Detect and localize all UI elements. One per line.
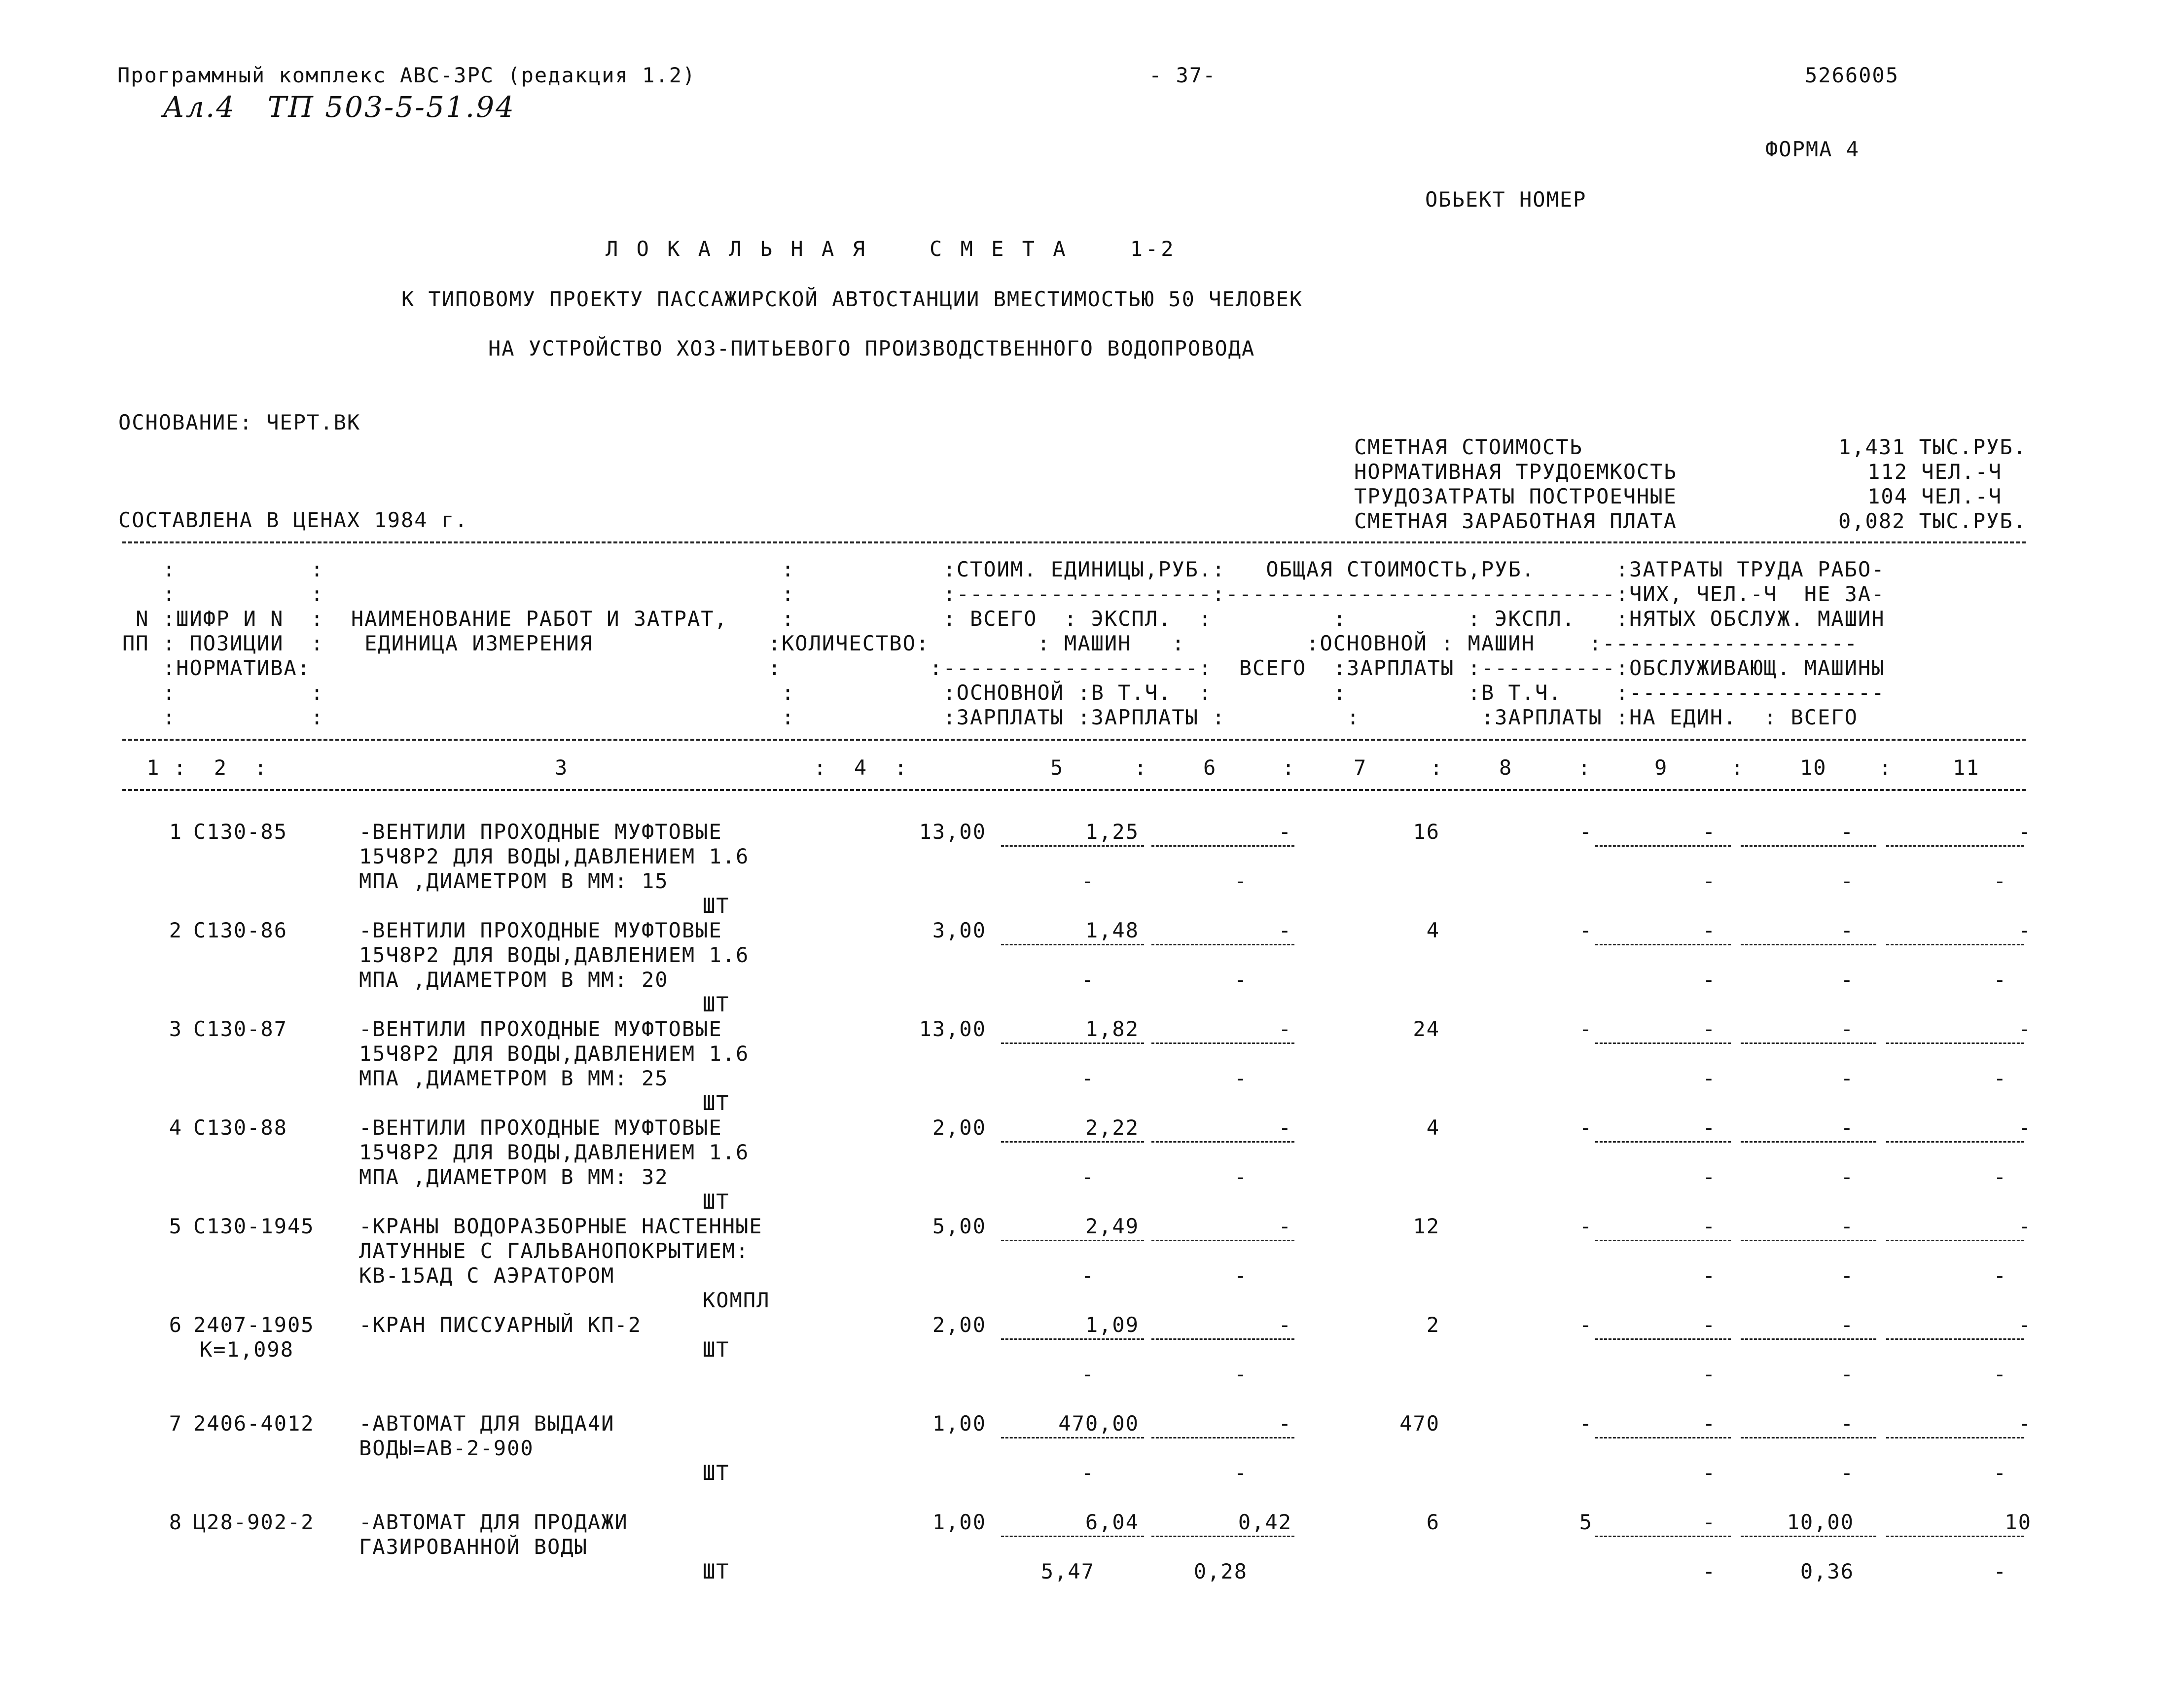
handwritten-note: Ал.4 ТП 503-5-51.94	[163, 90, 516, 124]
labor-divider	[1741, 1240, 1876, 1241]
unit-cost-total: 1,82	[1085, 1017, 1139, 1041]
total-machines: -	[1702, 1313, 1716, 1337]
labor-divider	[1741, 1437, 1876, 1438]
labor-divider	[1741, 845, 1876, 847]
quantity-value: 2,00	[932, 1115, 986, 1140]
work-name-line: 15Ч8Р2 ДЛЯ ВОДЫ,ДАВЛЕНИЕМ 1.6	[359, 1140, 750, 1164]
labor-divider	[1595, 944, 1731, 945]
labor-total: -	[2018, 1115, 2032, 1140]
summary-value: 112 ЧЕЛ.-Ч	[1867, 460, 2002, 484]
quantity-value: 2,00	[932, 1313, 986, 1337]
total-machine-wages: -	[1702, 1559, 1716, 1583]
total-machines: -	[1702, 1411, 1716, 1436]
labor-total-machines: -	[1993, 1461, 2007, 1485]
total-machines: -	[1702, 820, 1716, 844]
total-machines: -	[1702, 918, 1716, 942]
total-machines: -	[1702, 1115, 1716, 1140]
labor-total-machines: -	[1993, 869, 2007, 893]
unit-cost-machine-wages: -	[1234, 968, 1248, 992]
cost-divider	[1151, 1338, 1294, 1340]
labor-total-machines: -	[1993, 1263, 2007, 1288]
labor-divider	[1595, 1536, 1731, 1537]
header-line: N :ШИФР И N : НАИМЕНОВАНИЕ РАБОТ И ЗАТРАТ, : : ВСЕГО : ЭКСПЛ. : : : ЭКСПЛ. :НЯТЫХ ОБСЛУЖ. МАШИН	[122, 607, 1885, 631]
labor-per-unit: 10,00	[1787, 1510, 1854, 1534]
labor-total: 10	[2005, 1510, 2032, 1534]
summary-label: СМЕТНАЯ СТОИМОСТЬ	[1354, 435, 1583, 459]
work-name-line: -ВЕНТИЛИ ПРОХОДНЫЕ МУФТОВЫЕ	[359, 1115, 722, 1140]
quantity-value: 13,00	[919, 1017, 986, 1041]
norm-code: С130-1945	[193, 1214, 315, 1238]
labor-divider	[1595, 1240, 1731, 1241]
total-cost: 12	[1413, 1214, 1440, 1238]
cost-divider	[1151, 1240, 1294, 1241]
row-number: 2	[169, 918, 182, 942]
page-number: - 37-	[1149, 63, 1217, 87]
total-cost: 16	[1413, 820, 1440, 844]
labor-per-unit: -	[1840, 918, 1854, 942]
column-number: 7	[1354, 755, 1367, 780]
labor-per-unit-machines: -	[1840, 1165, 1854, 1189]
unit-of-measure: КОМПЛ	[703, 1288, 770, 1312]
work-name-line: ГАЗИРОВАННОЙ ВОДЫ	[359, 1535, 588, 1559]
labor-per-unit-machines: -	[1840, 1461, 1854, 1485]
column-number: 6	[1203, 755, 1217, 780]
document-subtitle-2: НА УСТРОЙСТВО ХОЗ-ПИТЬЕВОГО ПРОИЗВОДСТВЕННОГО ВОДОПРОВОДА	[488, 336, 1255, 360]
summary-value: 1,431 ТЫС.РУБ.	[1838, 435, 2027, 459]
total-wages: -	[1579, 1313, 1593, 1337]
column-number: 8	[1499, 755, 1513, 780]
unit-cost-machines: -	[1278, 1214, 1292, 1238]
unit-cost-machine-wages: -	[1234, 1165, 1248, 1189]
unit-cost-total: 1,25	[1085, 820, 1139, 844]
labor-total: -	[2018, 820, 2032, 844]
unit-of-measure: ШТ	[703, 1461, 730, 1485]
labor-per-unit-machines: -	[1840, 1263, 1854, 1288]
unit-of-measure: ШТ	[703, 1559, 730, 1583]
labor-per-unit-machines: -	[1840, 1066, 1854, 1090]
row-number: 3	[169, 1017, 182, 1041]
norm-coefficient: К=1,098	[200, 1337, 294, 1362]
work-name-line: МПА ,ДИАМЕТРОМ В ММ: 20	[359, 968, 669, 992]
unit-cost-machine-wages: -	[1234, 1461, 1248, 1485]
unit-cost-machine-wages: -	[1234, 1362, 1248, 1386]
unit-cost-wages: 5,47	[1040, 1559, 1095, 1583]
total-machine-wages: -	[1702, 968, 1716, 992]
unit-cost-total: 470,00	[1058, 1411, 1139, 1436]
total-cost: 470	[1399, 1411, 1440, 1436]
unit-of-measure: ШТ	[703, 1091, 730, 1115]
total-wages: -	[1579, 1115, 1593, 1140]
column-separator: :	[1430, 755, 1444, 780]
header-line: :НОРМАТИВА: : :-------------------: ВСЕГО :ЗАРПЛАТЫ :----------:ОБСЛУЖИВАЮЩ. МАШИНЫ	[122, 656, 1885, 680]
labor-per-unit: -	[1840, 1214, 1854, 1238]
norm-code: С130-87	[193, 1017, 288, 1041]
work-name-line: -ВЕНТИЛИ ПРОХОДНЫЕ МУФТОВЫЕ	[359, 918, 722, 942]
cost-divider	[1151, 1437, 1294, 1438]
labor-divider	[1741, 1338, 1876, 1340]
labor-divider	[1886, 1536, 2024, 1537]
table-header-rule	[122, 739, 2026, 741]
norm-code: 2406-4012	[193, 1411, 315, 1436]
work-name-line: -АВТОМАТ ДЛЯ ВЫДА4И	[359, 1411, 615, 1436]
summary-label: ТРУДОЗАТРАТЫ ПОСТРОЕЧНЫЕ	[1354, 484, 1677, 508]
total-cost: 4	[1426, 918, 1440, 942]
form-label: ФОРМА 4	[1765, 137, 1860, 161]
work-name-line: 15Ч8Р2 ДЛЯ ВОДЫ,ДАВЛЕНИЕМ 1.6	[359, 1042, 750, 1066]
labor-per-unit: -	[1840, 1017, 1854, 1041]
cost-divider	[1151, 944, 1294, 945]
total-cost: 4	[1426, 1115, 1440, 1140]
unit-of-measure: ШТ	[703, 1337, 730, 1362]
basis-label: ОСНОВАНИЕ: ЧЕРТ.ВК	[118, 410, 361, 434]
labor-divider	[1741, 1536, 1876, 1537]
quantity-value: 13,00	[919, 820, 986, 844]
unit-cost-machines: -	[1278, 1115, 1292, 1140]
cost-divider	[1151, 1042, 1294, 1044]
row-number: 8	[169, 1510, 182, 1534]
quantity-value: 1,00	[932, 1510, 986, 1534]
work-name-line: МПА ,ДИАМЕТРОМ В ММ: 15	[359, 869, 669, 893]
labor-divider	[1886, 1141, 2024, 1143]
unit-cost-machine-wages: -	[1234, 1263, 1248, 1288]
column-number: 10	[1800, 755, 1827, 780]
total-cost: 24	[1413, 1017, 1440, 1041]
labor-divider	[1886, 1338, 2024, 1340]
labor-divider	[1741, 1141, 1876, 1143]
total-machines: -	[1702, 1017, 1716, 1041]
cost-divider	[1151, 1141, 1294, 1143]
total-machines: -	[1702, 1510, 1716, 1534]
total-wages: -	[1579, 918, 1593, 942]
header-line: : : : :СТОИМ. ЕДИНИЦЫ,РУБ.: ОБЩАЯ СТОИМОСТЬ,РУБ. :ЗАТРАТЫ ТРУДА РАБО-	[122, 557, 1885, 581]
unit-cost-machine-wages: 0,28	[1193, 1559, 1248, 1583]
labor-per-unit-machines: 0,36	[1800, 1559, 1854, 1583]
labor-per-unit-machines: -	[1840, 968, 1854, 992]
work-name-line: МПА ,ДИАМЕТРОМ В ММ: 32	[359, 1165, 669, 1189]
column-number: 5	[1050, 755, 1064, 780]
norm-code: 2407-1905	[193, 1313, 315, 1337]
work-name-line: -АВТОМАТ ДЛЯ ПРОДАЖИ	[359, 1510, 628, 1534]
quantity-value: 3,00	[932, 918, 986, 942]
unit-cost-machines: -	[1278, 918, 1292, 942]
unit-cost-wages: -	[1081, 1362, 1095, 1386]
column-number: 1 : 2 :	[133, 755, 268, 780]
norm-code: Ц28-902-2	[193, 1510, 315, 1534]
total-machines: -	[1702, 1214, 1716, 1238]
column-separator: :	[1134, 755, 1148, 780]
labor-divider	[1595, 1141, 1731, 1143]
work-name-line: МПА ,ДИАМЕТРОМ В ММ: 25	[359, 1066, 669, 1090]
total-machine-wages: -	[1702, 869, 1716, 893]
labor-divider	[1886, 1042, 2024, 1044]
cost-divider	[1001, 944, 1144, 945]
total-machine-wages: -	[1702, 1362, 1716, 1386]
unit-of-measure: ШТ	[703, 1189, 730, 1214]
labor-per-unit: -	[1840, 1115, 1854, 1140]
labor-per-unit-machines: -	[1840, 1362, 1854, 1386]
labor-divider	[1595, 1437, 1731, 1438]
summary-label: СМЕТНАЯ ЗАРАБОТНАЯ ПЛАТА	[1354, 509, 1677, 533]
unit-cost-machines: -	[1278, 1017, 1292, 1041]
total-machine-wages: -	[1702, 1066, 1716, 1090]
program-name: Программный комплекс АВС-3РС (редакция 1.2)	[117, 63, 696, 87]
header-line: : : : :ЗАРПЛАТЫ :ЗАРПЛАТЫ : : :ЗАРПЛАТЫ :НА ЕДИН. : ВСЕГО	[122, 705, 1858, 729]
unit-cost-total: 1,09	[1085, 1313, 1139, 1337]
header-line: : : : :-------------------:-----------------------------:ЧИХ, ЧЕЛ.-Ч НЕ ЗА-	[122, 582, 1885, 606]
labor-divider	[1741, 944, 1876, 945]
labor-total: -	[2018, 1313, 2032, 1337]
object-label: ОБЬЕКТ НОМЕР	[1425, 187, 1587, 212]
column-number: 11	[1953, 755, 1980, 780]
column-number: : 4 :	[814, 755, 908, 780]
column-separator: :	[1731, 755, 1745, 780]
total-machine-wages: -	[1702, 1165, 1716, 1189]
work-name-line: ЛАТУННЫЕ С ГАЛЬВАНОПОКРЫТИЕМ:	[359, 1239, 750, 1263]
labor-divider	[1886, 944, 2024, 945]
column-separator: :	[1879, 755, 1893, 780]
work-name-line: КВ-15АД С АЭРАТОРОМ	[359, 1263, 615, 1288]
unit-cost-total: 2,49	[1085, 1214, 1139, 1238]
cost-divider	[1001, 1338, 1144, 1340]
document-title: Л О К А Л Ь Н А Я С М Е Т А 1-2	[606, 237, 1177, 261]
quantity-value: 5,00	[932, 1214, 986, 1238]
unit-cost-wages: -	[1081, 1263, 1095, 1288]
labor-total: -	[2018, 1411, 2032, 1436]
unit-cost-machine-wages: -	[1234, 869, 1248, 893]
total-cost: 2	[1426, 1313, 1440, 1337]
cost-divider	[1001, 1240, 1144, 1241]
unit-cost-total: 1,48	[1085, 918, 1139, 942]
unit-cost-wages: -	[1081, 968, 1095, 992]
total-machine-wages: -	[1702, 1461, 1716, 1485]
norm-code: С130-85	[193, 820, 288, 844]
column-separator: :	[1282, 755, 1296, 780]
norm-code: С130-86	[193, 918, 288, 942]
norm-code: С130-88	[193, 1115, 288, 1140]
work-name-line: ВОДЫ=АВ-2-900	[359, 1436, 534, 1460]
labor-per-unit-machines: -	[1840, 869, 1854, 893]
table-top-rule	[122, 541, 2026, 543]
total-machine-wages: -	[1702, 1263, 1716, 1288]
labor-divider	[1886, 845, 2024, 847]
row-number: 1	[169, 820, 182, 844]
labor-divider	[1741, 1042, 1876, 1044]
work-name-line: 15Ч8Р2 ДЛЯ ВОДЫ,ДАВЛЕНИЕМ 1.6	[359, 943, 750, 967]
work-name-line: -КРАНЫ ВОДОРАЗБОРНЫЕ НАСТЕННЫЕ	[359, 1214, 763, 1238]
unit-cost-wages: -	[1081, 1461, 1095, 1485]
labor-total-machines: -	[1993, 1362, 2007, 1386]
column-separator: :	[1578, 755, 1592, 780]
header-line: : : : :ОСНОВНОЙ :В Т.Ч. : : :В Т.Ч. :-------------------	[122, 681, 1885, 705]
column-number: 9	[1654, 755, 1668, 780]
unit-of-measure: ШТ	[703, 992, 730, 1016]
prices-label: СОСТАВЛЕНА В ЦЕНАХ 1984 г.	[118, 508, 468, 532]
unit-cost-machines: -	[1278, 820, 1292, 844]
labor-total-machines: -	[1993, 1559, 2007, 1583]
cost-divider	[1001, 845, 1144, 847]
row-number: 5	[169, 1214, 182, 1238]
unit-cost-machines: 0,42	[1238, 1510, 1292, 1534]
labor-divider	[1886, 1437, 2024, 1438]
unit-cost-wages: -	[1081, 1165, 1095, 1189]
cost-divider	[1151, 1536, 1294, 1537]
summary-value: 0,082 ТЫС.РУБ.	[1838, 509, 2027, 533]
work-name-line: -ВЕНТИЛИ ПРОХОДНЫЕ МУФТОВЫЕ	[359, 1017, 722, 1041]
unit-cost-total: 2,22	[1085, 1115, 1139, 1140]
unit-cost-total: 6,04	[1085, 1510, 1139, 1534]
cost-divider	[1151, 845, 1294, 847]
total-wages: -	[1579, 820, 1593, 844]
labor-divider	[1595, 1338, 1731, 1340]
work-name-line: 15Ч8Р2 ДЛЯ ВОДЫ,ДАВЛЕНИЕМ 1.6	[359, 844, 750, 868]
unit-cost-wages: -	[1081, 1066, 1095, 1090]
cost-divider	[1001, 1042, 1144, 1044]
labor-divider	[1595, 845, 1731, 847]
row-number: 4	[169, 1115, 182, 1140]
document-code: 5266005	[1805, 63, 1899, 87]
total-wages: -	[1579, 1214, 1593, 1238]
labor-per-unit: -	[1840, 820, 1854, 844]
unit-of-measure: ШТ	[703, 894, 730, 918]
cost-divider	[1001, 1141, 1144, 1143]
labor-divider	[1886, 1240, 2024, 1241]
labor-total: -	[2018, 918, 2032, 942]
document-subtitle: К ТИПОВОМУ ПРОЕКТУ ПАССАЖИРСКОЙ АВТОСТАНЦИИ ВМЕСТИМОСТЬЮ 50 ЧЕЛОВЕК	[401, 287, 1303, 311]
cost-divider	[1001, 1536, 1144, 1537]
column-numbers-rule	[122, 789, 2026, 791]
labor-per-unit: -	[1840, 1313, 1854, 1337]
work-name-line: -ВЕНТИЛИ ПРОХОДНЫЕ МУФТОВЫЕ	[359, 820, 722, 844]
labor-total: -	[2018, 1017, 2032, 1041]
summary-label: НОРМАТИВНАЯ ТРУДОЕМКОСТЬ	[1354, 460, 1677, 484]
unit-cost-machines: -	[1278, 1411, 1292, 1436]
total-wages: -	[1579, 1017, 1593, 1041]
header-line: ПП : ПОЗИЦИИ : ЕДИНИЦА ИЗМЕРЕНИЯ :КОЛИЧЕСТВО: : МАШИН : :ОСНОВНОЙ : МАШИН :-------------------	[122, 631, 1858, 655]
labor-total-machines: -	[1993, 1165, 2007, 1189]
row-number: 7	[169, 1411, 182, 1436]
total-wages: -	[1579, 1411, 1593, 1436]
labor-total-machines: -	[1993, 968, 2007, 992]
labor-total: -	[2018, 1214, 2032, 1238]
quantity-value: 1,00	[932, 1411, 986, 1436]
total-cost: 6	[1426, 1510, 1440, 1534]
unit-cost-machine-wages: -	[1234, 1066, 1248, 1090]
row-number: 6	[169, 1313, 182, 1337]
cost-divider	[1001, 1437, 1144, 1438]
labor-total-machines: -	[1993, 1066, 2007, 1090]
unit-cost-machines: -	[1278, 1313, 1292, 1337]
summary-value: 104 ЧЕЛ.-Ч	[1867, 484, 2002, 508]
unit-cost-wages: -	[1081, 869, 1095, 893]
work-name-line: -КРАН ПИССУАРНЫЙ КП-2	[359, 1313, 642, 1337]
total-wages: 5	[1579, 1510, 1593, 1534]
labor-divider	[1595, 1042, 1731, 1044]
column-number: 3	[555, 755, 569, 780]
labor-per-unit: -	[1840, 1411, 1854, 1436]
